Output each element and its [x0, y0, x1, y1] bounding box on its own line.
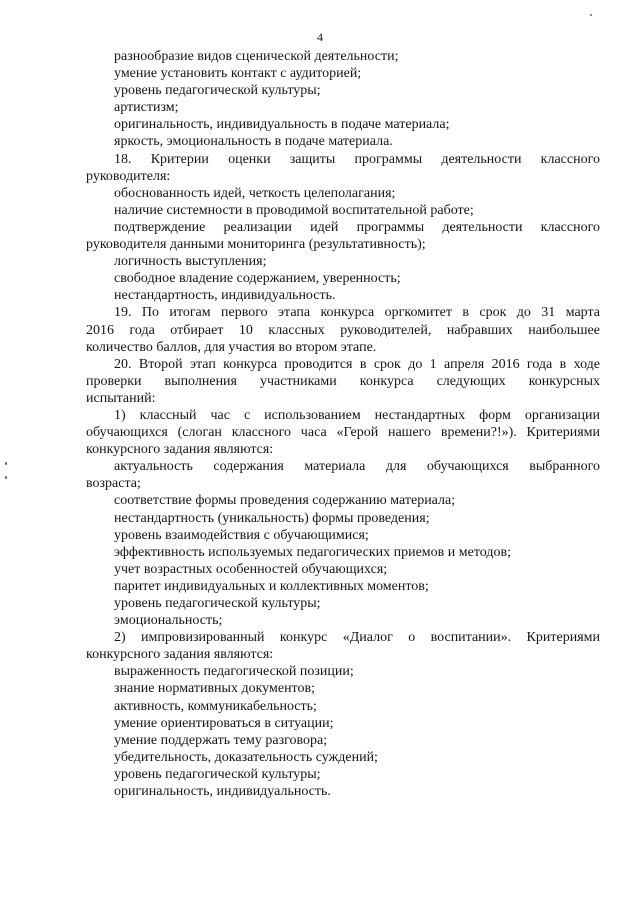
text-line: эффективность используемых педагогических приемов и методов;: [114, 544, 511, 560]
text-line: конкурсного задания являются:: [86, 442, 274, 458]
text-line: нестандартность (уникальность) формы проведения;: [114, 510, 430, 526]
text-line: конкурсного задания являются:: [86, 647, 274, 663]
text-line: испытаний:: [86, 390, 156, 406]
text-line: подтверждение реализации идей программы деятельности классного: [114, 219, 600, 235]
text-line: 19. По итогам первого этапа конкурса оргкомитет в срок до 31 марта: [114, 305, 600, 321]
text-line: 2016 года отбирает 10 классных руководителей, набравших наибольшее: [86, 322, 600, 338]
text-line: убедительность, доказательность суждений;: [114, 749, 378, 765]
text-line: выраженность педагогической позиции;: [114, 664, 354, 680]
text-line: эмоциональность;: [114, 613, 223, 629]
text-line: свободное владение содержанием, уверенность;: [114, 271, 401, 287]
text-line: оригинальность, индивидуальность.: [114, 784, 331, 800]
text-line: учет возрастных особенностей обучающихся;: [114, 561, 388, 577]
text-line: уровень педагогической культуры;: [114, 83, 321, 99]
text-line: умение ориентироваться в ситуации;: [114, 715, 334, 731]
document-body: [86, 48, 600, 800]
text-line: руководителя данными мониторинга (результативность);: [86, 237, 426, 253]
scan-speck: [590, 14, 592, 16]
text-line: оригинальность, индивидуальность в подаче материала;: [114, 117, 450, 133]
text-line: уровень взаимодействия с обучающимися;: [114, 527, 369, 543]
text-line: уровень педагогической культуры;: [114, 596, 321, 611]
scan-speck: [5, 462, 7, 465]
text-line: 2) импровизированный конкурс «Диалог о воспитании». Критериями: [114, 630, 600, 646]
text-line: нестандартность, индивидуальность.: [114, 288, 336, 304]
text-line: уровень педагогической культуры;: [114, 766, 321, 782]
text-line: разнообразие видов сценической деятельности;: [114, 49, 399, 64]
text-line: яркость, эмоциональность в подаче материала.: [114, 134, 393, 150]
text-line: паритет индивидуальных и коллективных моментов;: [114, 578, 429, 594]
text-line: 18. Критерии оценки защиты программы деятельности классного: [114, 151, 600, 167]
text-line: наличие системности в проводимой воспитательной работе;: [114, 202, 474, 218]
text-line: умение установить контакт с аудиторией;: [114, 66, 362, 82]
text-line: 20. Второй этап конкурса проводится в срок до 1 апреля 2016 года в ходе: [114, 356, 600, 372]
text-line: руководителя:: [86, 168, 171, 184]
text-line: логичность выступления;: [114, 254, 267, 270]
text-line: умение поддержать тему разговора;: [114, 732, 328, 748]
text-line: активность, коммуникабельность;: [114, 698, 317, 714]
scan-speck: [5, 476, 7, 479]
text-line: 1) классный час с использованием нестандартных форм организации: [114, 407, 600, 423]
text-line: возраста;: [86, 476, 141, 492]
text-line: артистизм;: [114, 100, 179, 116]
text-line: количество баллов, для участия во втором этапе.: [86, 339, 377, 355]
text-line: проверки выполнения участниками конкурса следующих конкурсных: [86, 373, 600, 389]
text-line: обоснованность идей, четкость целеполагания;: [114, 185, 396, 201]
page-number: 4: [317, 30, 323, 44]
text-line: актуальность содержания материала для обучающихся выбранного: [114, 459, 600, 475]
text-line: знание нормативных документов;: [114, 681, 315, 697]
text-line: обучающихся (слоган классного часа «Герой нашего времени?!»). Критериями: [86, 425, 600, 441]
text-line: соответствие формы проведения содержанию материала;: [114, 493, 456, 509]
